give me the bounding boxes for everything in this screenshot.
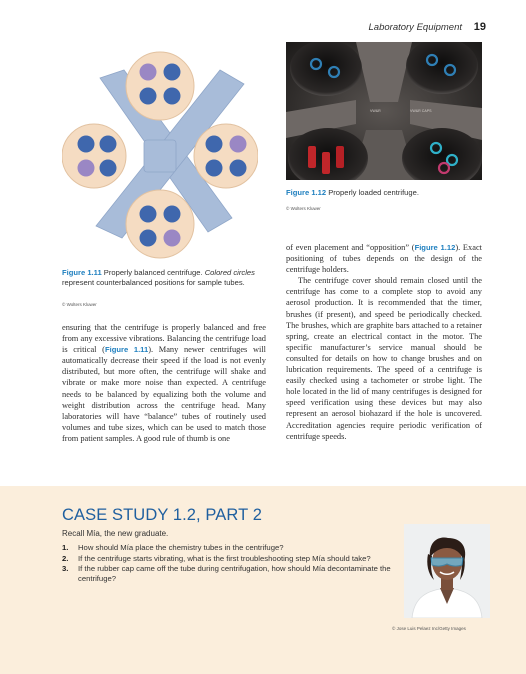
question-text: How should Mía place the chemistry tubes in the centrifuge? [78, 543, 284, 552]
body-text: of even placement and “opposition” ( [286, 243, 415, 252]
body-paragraph [286, 242, 482, 275]
question-item [62, 554, 392, 564]
balanced-centrifuge-diagram [62, 48, 258, 262]
photo-credit: © Jose Luis Pelaez Inc/Getty Images [392, 626, 466, 631]
graduate-portrait [404, 524, 490, 618]
figure-1-11-label: Figure 1.11 [62, 268, 102, 277]
figure-1-11-image [62, 48, 258, 262]
body-text: ). Many newer centrifuges will automatically decrease their speed if the load is not evenly distributed, but more often, the centrifuge will shake and vibrate or make more noise than expected. A centrifuge needs to be balanced by equalizing both the volume and weight distribution across the centrifuge head. Many laboratories will have “balance” tubes of routinely used volumes and tube sizes, which can be used to match those from patient samples. A good rule of thumb is one [62, 345, 266, 443]
figure-1-12-caption [286, 188, 482, 198]
figure-1-11-reference[interactable]: Figure 1.11 [104, 345, 149, 355]
figure-1-12-reference[interactable]: Figure 1.12 [414, 243, 456, 252]
caption-italic: Colored circles [204, 268, 255, 277]
question-number: 1. [62, 543, 69, 552]
figure-1-12-image [286, 42, 482, 180]
figure-1-12-label: Figure 1.12 [286, 188, 327, 197]
question-number: 3. [62, 564, 69, 574]
figure-1-11-credit: © Wolters Kluwer [62, 302, 97, 307]
caption-text: Properly balanced centrifuge. [101, 268, 205, 277]
body-text: ). Exact positioning of tubes depends on the design of the centrifuge holders. [286, 243, 482, 275]
page-number: 19 [473, 21, 486, 33]
question-number: 2. [62, 553, 69, 563]
figure-1-11-caption [62, 268, 258, 288]
body-text: ensuring that the centrifuge is properly balanced and free from any excessive vibrations. Balancing the centrifuge load is critical ( [62, 323, 266, 355]
question-item [62, 564, 392, 584]
rotor-insert-label: VW&R CAPS [410, 109, 432, 113]
rotor-insert-label: VW&R [370, 109, 381, 113]
question-text: If the rubber cap came off the tube during centrifugation, how should Mía decontaminate the centrifuge? [78, 564, 391, 584]
case-study-intro: Recall Mía, the new graduate. [62, 529, 169, 538]
body-paragraph: The centrifuge cover should remain closed until the centrifuge has come to a complete stop to avoid any aerosol production. It is recommended that the timer, brushes (if present), and speed be periodically checked. The brushes, which are graphite bars attached to a retainer spring, create an electrical contact in the motor. The specific manufacturer’s service manual should be consulted for details on how to change brushes and on lubrication requirements. The speed of a centrifuge is easily checked using a tachometer or strobe light. The hole located in the lid of many centrifuges is designed for speed verification using these devices but may also represent an aerosol biohazard if the hole is uncovered. Accreditation agencies require periodic verification of centrifuge speeds. [286, 276, 482, 441]
right-body-column [286, 242, 482, 442]
loaded-centrifuge-photo [286, 42, 482, 180]
lab-technician-photo [404, 524, 490, 618]
case-study-title: CASE STUDY 1.2, PART 2 [62, 506, 262, 524]
question-item [62, 543, 392, 553]
case-study-questions [62, 543, 392, 585]
caption-text: represent counterbalanced positions for sample tubes. [62, 278, 245, 287]
page-header [0, 22, 526, 38]
running-title: Laboratory Equipment [368, 22, 462, 33]
question-text: If the centrifuge starts vibrating, what is the first troubleshooting step Mía should take? [78, 553, 371, 563]
caption-text: Properly loaded centrifuge. [326, 188, 419, 197]
left-body-column [62, 322, 266, 444]
body-paragraph [62, 322, 266, 444]
figure-1-12-credit: © Wolters Kluwer [286, 206, 321, 211]
